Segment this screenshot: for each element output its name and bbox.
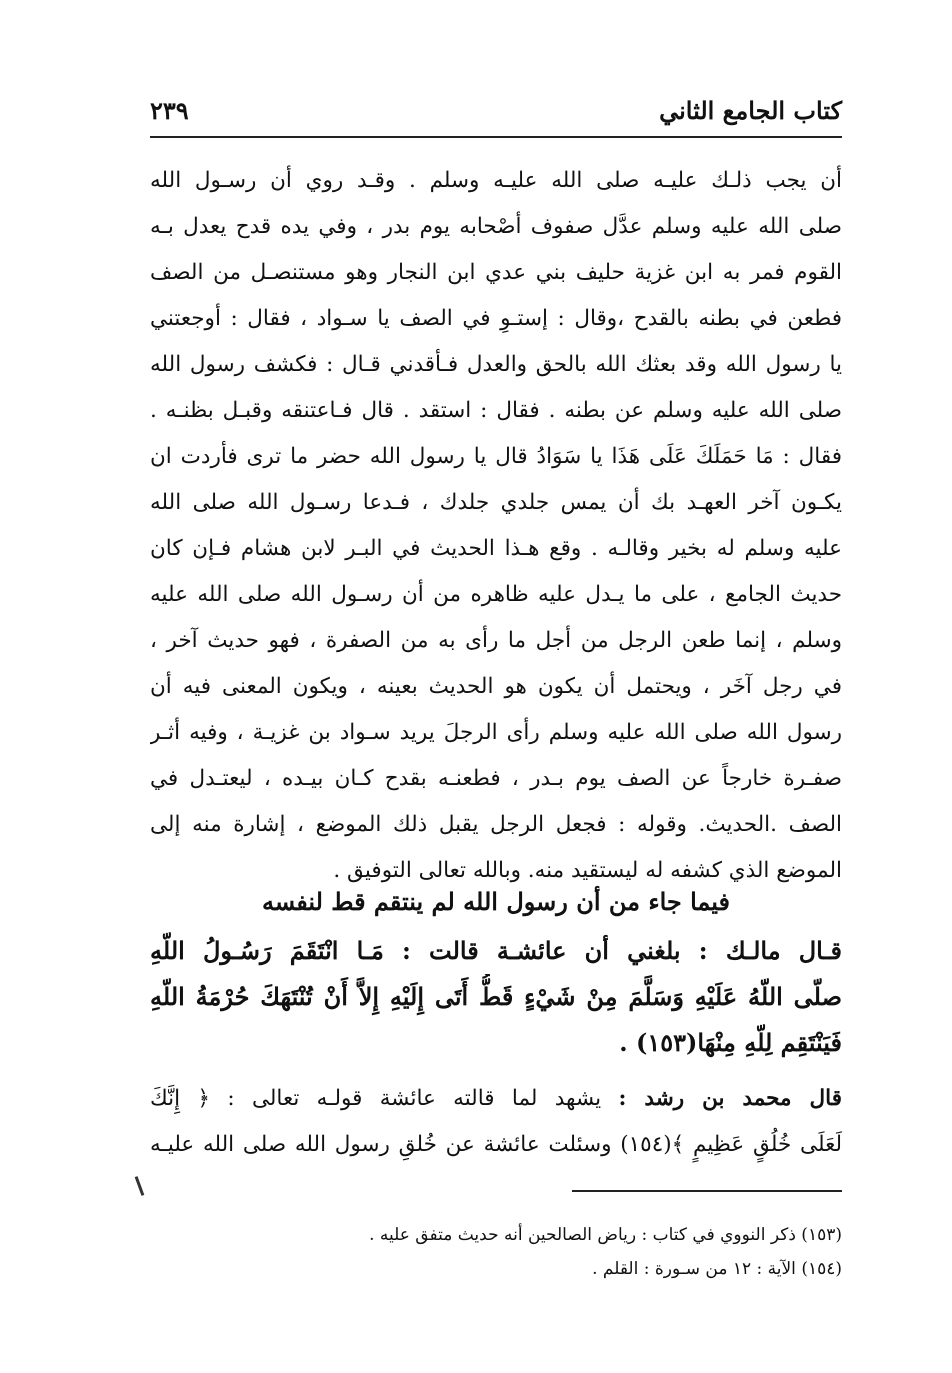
text-line: صلى الله عليه وسلم عدَّل صفوف أصْحابه يوم بدر ، وفي يده قدح يعدل بـه bbox=[150, 214, 842, 239]
hadith-quote bbox=[150, 928, 842, 1066]
text-line: يا رسول الله وقد بعثك الله بالحق والعدل فـأقدني قـال : فكشف رسول الله bbox=[150, 352, 842, 377]
text-line: رسول الله صلى الله عليه وسلم رأى الرجلَ يريد سـواد بن غزيـة ، وفيه أثـر bbox=[150, 720, 842, 745]
page-number: ٢٣٩ bbox=[150, 96, 189, 125]
quote-line: قـال مالـك : بلغني أن عائشـة قالت : مَـا انْتَقَمَ رَسُـولُ اللّهِ bbox=[150, 936, 842, 965]
commentary-line bbox=[150, 1076, 842, 1122]
body-text bbox=[150, 158, 842, 894]
text-line: حديث الجامع ، على ما يـدل عليه ظاهره من أن رسـول الله صلى الله عليه bbox=[150, 582, 842, 607]
section-heading: فيما جاء من أن رسول الله لم ينتقم قط لنفسه bbox=[261, 887, 731, 916]
footnote: (١٥٤) الآية : ١٢ من سـورة : القلم . bbox=[592, 1259, 842, 1279]
text-line: وسلم ، إنما طعن الرجل من أجل ما رأى به من الصفرة ، فهو حديث آخر ، bbox=[150, 628, 842, 653]
text-line: أن يجب ذلـك عليـه صلى الله عليـه وسلم . وقـد روي أن رسـول الله bbox=[150, 168, 842, 193]
quote-line: فَيَنْتَقِم لِلّهِ مِنْهَا(١٥٣) . bbox=[619, 1028, 842, 1057]
footnotes bbox=[150, 1218, 842, 1286]
commentator-label: قال محمد بن رشد : bbox=[618, 1086, 842, 1111]
commentary bbox=[150, 1076, 842, 1168]
text-line: فطعن في بطنه بالقدح ،وقال : إستـوِ في الصف يا سـواد ، فقال : أوجعتني bbox=[150, 306, 842, 331]
text-line: يكـون آخر العهـد بك أن يمس جلدي جلدك ، فـدعا رسـول الله صلى الله bbox=[150, 490, 842, 515]
text-line: في رجل آخَر ، ويحتمل أن يكون هو الحديث بعينه ، ويكون المعنى فيه أن bbox=[150, 674, 842, 699]
footnote: (١٥٣) ذكر النووي في كتاب : رياض الصالحين أنه حديث متفق عليه . bbox=[369, 1225, 842, 1245]
text-line: الموضع الذي كشفه له ليستقيد منه. وبالله تعالى التوفيق . bbox=[333, 858, 842, 883]
margin-mark bbox=[135, 1176, 145, 1196]
quote-line: صلّى اللّهُ عَلَيْهِ وَسَلَّمَ مِنْ شَيْءٍ قَطُّ أَتَى إِلَيْهِ إِلاَّ أَنْ تُنْتَهَكَ حُرْمَةُ اللّهِ bbox=[150, 982, 842, 1011]
footnote-divider bbox=[572, 1190, 842, 1192]
text-line: الصف .الحديث. وقوله : فجعل الرجل يقبل ذلك الموضع ، إشارة منه إلى bbox=[150, 812, 842, 837]
text-line: صلى الله عليه وسلم عن بطنه . فقال : استقد . قال فـاعتنقه وقبـل بظنـه . bbox=[150, 398, 842, 423]
text-line: القوم فمر به ابن غزية حليف بني عدي ابن النجار وهو مستنصـل من الصف bbox=[150, 260, 842, 285]
page-header bbox=[150, 92, 842, 138]
text-line: عليه وسلم له بخير وقالـه . وقع هـذا الحديث في البـر لابن هشام فـإن كان bbox=[150, 536, 842, 561]
commentary-text: يشهد لما قالته عائشة قولـه تعالى : ﴿ إِنَّكَ bbox=[150, 1086, 602, 1111]
text-line: فقال : مَا حَمَلَكَ عَلَى هَذَا يا سَوَادُ قال يا رسول الله حضر ما ترى فأردت ان bbox=[150, 444, 842, 469]
book-title: كتاب الجامع الثاني bbox=[659, 96, 842, 125]
commentary-line: لَعَلَى خُلُقٍ عَظِيمٍ ﴾(١٥٤) وسئلت عائشة عن خُلقِ رسول الله صلى الله عليـه bbox=[150, 1132, 842, 1157]
text-line: صفـرة خارجاً عن الصف يوم بـدر ، فطعنـه بقدح كـان بيـده ، ليعتـدل في bbox=[150, 766, 842, 791]
